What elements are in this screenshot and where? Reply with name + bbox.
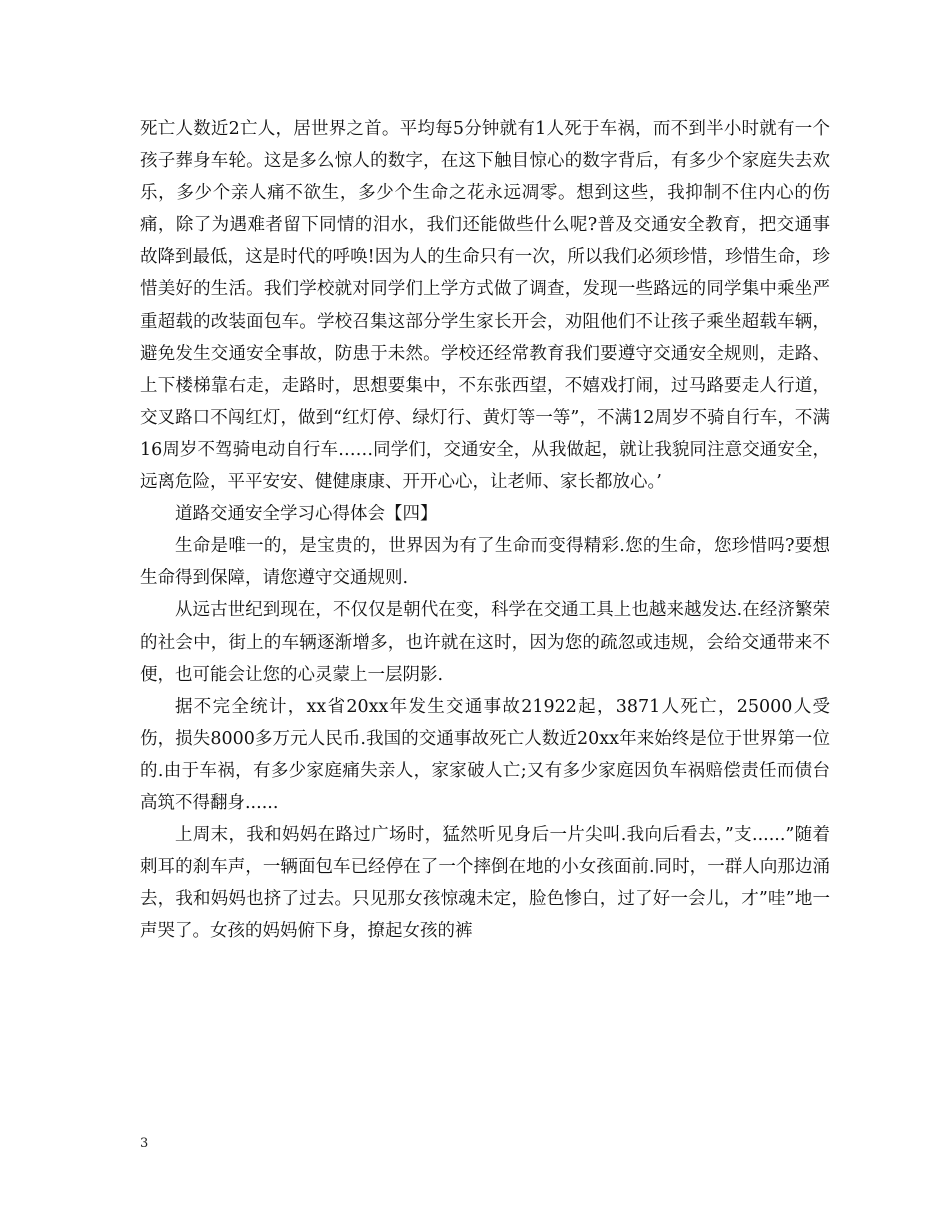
page-number: 3 — [140, 1136, 149, 1151]
paragraph-4: 据不完全统计，xx省20xx年发生交通事故21922起，3871人死亡，25000人受伤，损失8000多万元人民币.我国的交通事故死亡人数近20xx年来始终是位于世界第一位的.由于车祸，有多少家庭痛失亲人，家家破人亡;又有多少家庭因负车祸赔偿责任而债台高筑不得翻身...... — [140, 696, 830, 813]
paragraph-2: 生命是唯一的，是宝贵的，世界因为有了生命而变得精彩.您的生命，您珍惜吗?要想生命得到保障，请您遵守交通规则. — [140, 536, 830, 589]
section-heading: 道路交通安全学习心得体会【四】 — [175, 504, 438, 525]
paragraph-5: 上周末，我和妈妈在路过广场时，猛然听见身后一片尖叫.我向后看去，”支......”随着刺耳的刹车声，一辆面包车已经停在了一个摔倒在地的小女孩面前.同时，一群人向那边涌去，我和妈妈也挤了过去。只见那女孩惊魂未定，脸色惨白，过了好一会儿，才”哇”地一声哭了。女孩的妈妈俯下身，撩起女孩的裤 — [140, 825, 830, 942]
paragraph-1: 死亡人数近2亡人，居世界之首。平均每5分钟就有1人死于车祸，而不到半小时就有一个孩子葬身车轮。这是多么惊人的数字，在这下触目惊心的数字背后，有多少个家庭失去欢乐，多少个亲人痛不欲生，多少个生命之花永远凋零。想到这些，我抑制不住内心的伤痛，除了为遇难者留下同情的泪水，我们还能做些什么呢?普及交通安全教育，把交通事故降到最低，这是时代的呼唤!因为人的生命只有一次，所以我们必须珍惜，珍惜生命，珍惜美好的生活。我们学校就对同学们上学方式做了调查，发现一些路远的同学集中乘坐严重超载的改装面包车。学校召集这部分学生家长开会，劝阻他们不让孩子乘坐超载车辆，避免发生交通安全事故，防患于未然。学校还经常教育我们要遵守交通安全规则，走路、上下楼梯靠右走，走路时，思想要集中，不东张西望，不嬉戏打闹，过马路要走人行道，交叉路口不闯红灯，做到“红灯停、绿灯行、黄灯等一等”，不满12周岁不骑自行车，不满16周岁不驾骑电动自行车……同学们，交通安全，从我做起，就让我貌同注意交通安全，远离危险，平平安安、健健康康、开开心心，让老师、家长都放心。’ — [140, 119, 830, 493]
paragraph-3: 从远古世纪到现在，不仅仅是朝代在变，科学在交通工具上也越来越发达.在经济繁荣的社会中，街上的车辆逐渐增多，也许就在这时，因为您的疏忽或违规，会给交通带来不便，也可能会让您的心灵蒙上一层阴影. — [140, 600, 830, 685]
document-body — [140, 113, 830, 947]
